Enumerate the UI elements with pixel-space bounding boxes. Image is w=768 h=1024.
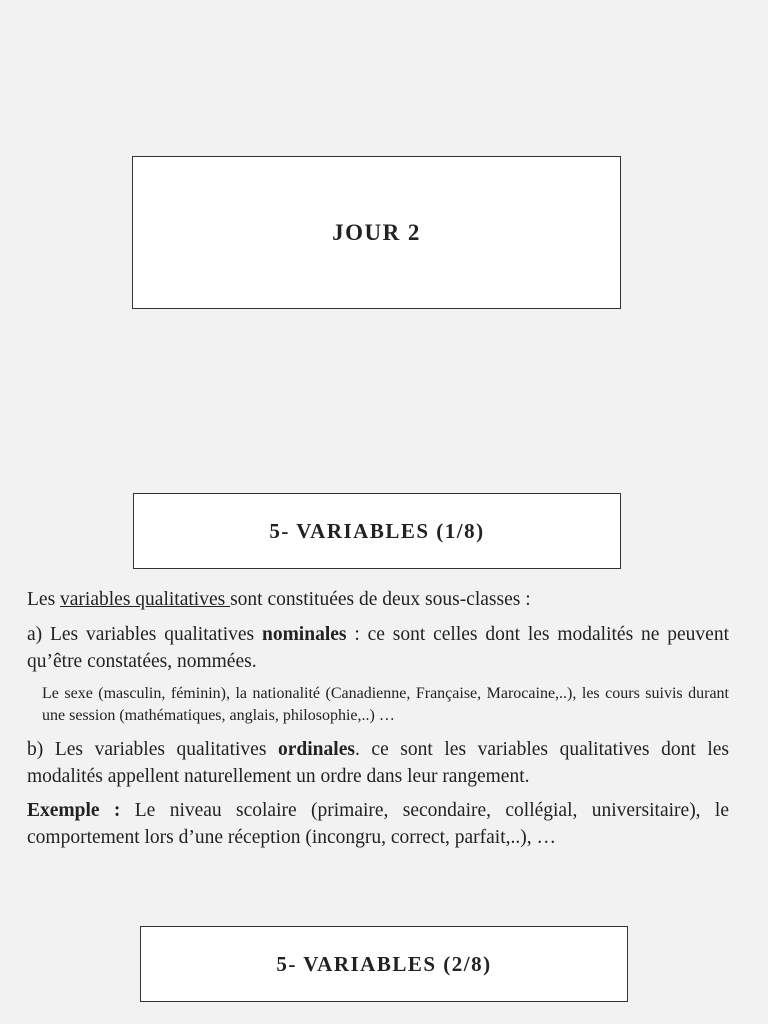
nominal-post: : ce sont celles dont les modalités ne peuvent qu’être constatées, nommées. — [27, 624, 729, 672]
ordinal-paragraph — [27, 736, 729, 790]
section-title-2: 5- VARIABLES (2/8) — [276, 951, 492, 976]
section-title-box-1 — [133, 493, 621, 569]
intro-paragraph — [27, 586, 729, 613]
ordinal-post: . ce sont les variables qualitatives dont les modalités appellent naturellement un ordre dans leur rangement. — [27, 739, 729, 787]
nominal-paragraph — [27, 621, 729, 675]
example-label: Exemple : — [27, 800, 121, 821]
ordinal-bold-term: ordinales — [278, 739, 355, 760]
nominal-bold-term: nominales — [261, 624, 347, 645]
nominal-example: Le sexe (masculin, féminin), la nationalité (Canadienne, Française, Marocaine,..), les cours suivis durant une session (mathématiques, anglais, philosophie,..) … — [42, 685, 729, 724]
day-title-box — [132, 156, 621, 309]
ordinal-example-paragraph — [27, 797, 729, 851]
intro-post: sont constituées de deux sous-classes : — [230, 589, 531, 610]
section-title-box-2 — [140, 926, 628, 1002]
section-title-1: 5- VARIABLES (1/8) — [269, 518, 485, 543]
day-title: JOUR 2 — [332, 219, 421, 245]
ordinal-pre: b) Les variables qualitatives — [27, 739, 279, 760]
intro-pre: Les — [27, 589, 61, 610]
nominal-pre: a) Les variables qualitatives — [27, 624, 262, 645]
intro-underlined-term: variables qualitatives — [60, 589, 231, 610]
example-text: Le niveau scolaire (primaire, secondaire, collégial, universitaire), le comportement lors d’une réception (incongru, correct, parfait,..), … — [27, 800, 729, 848]
